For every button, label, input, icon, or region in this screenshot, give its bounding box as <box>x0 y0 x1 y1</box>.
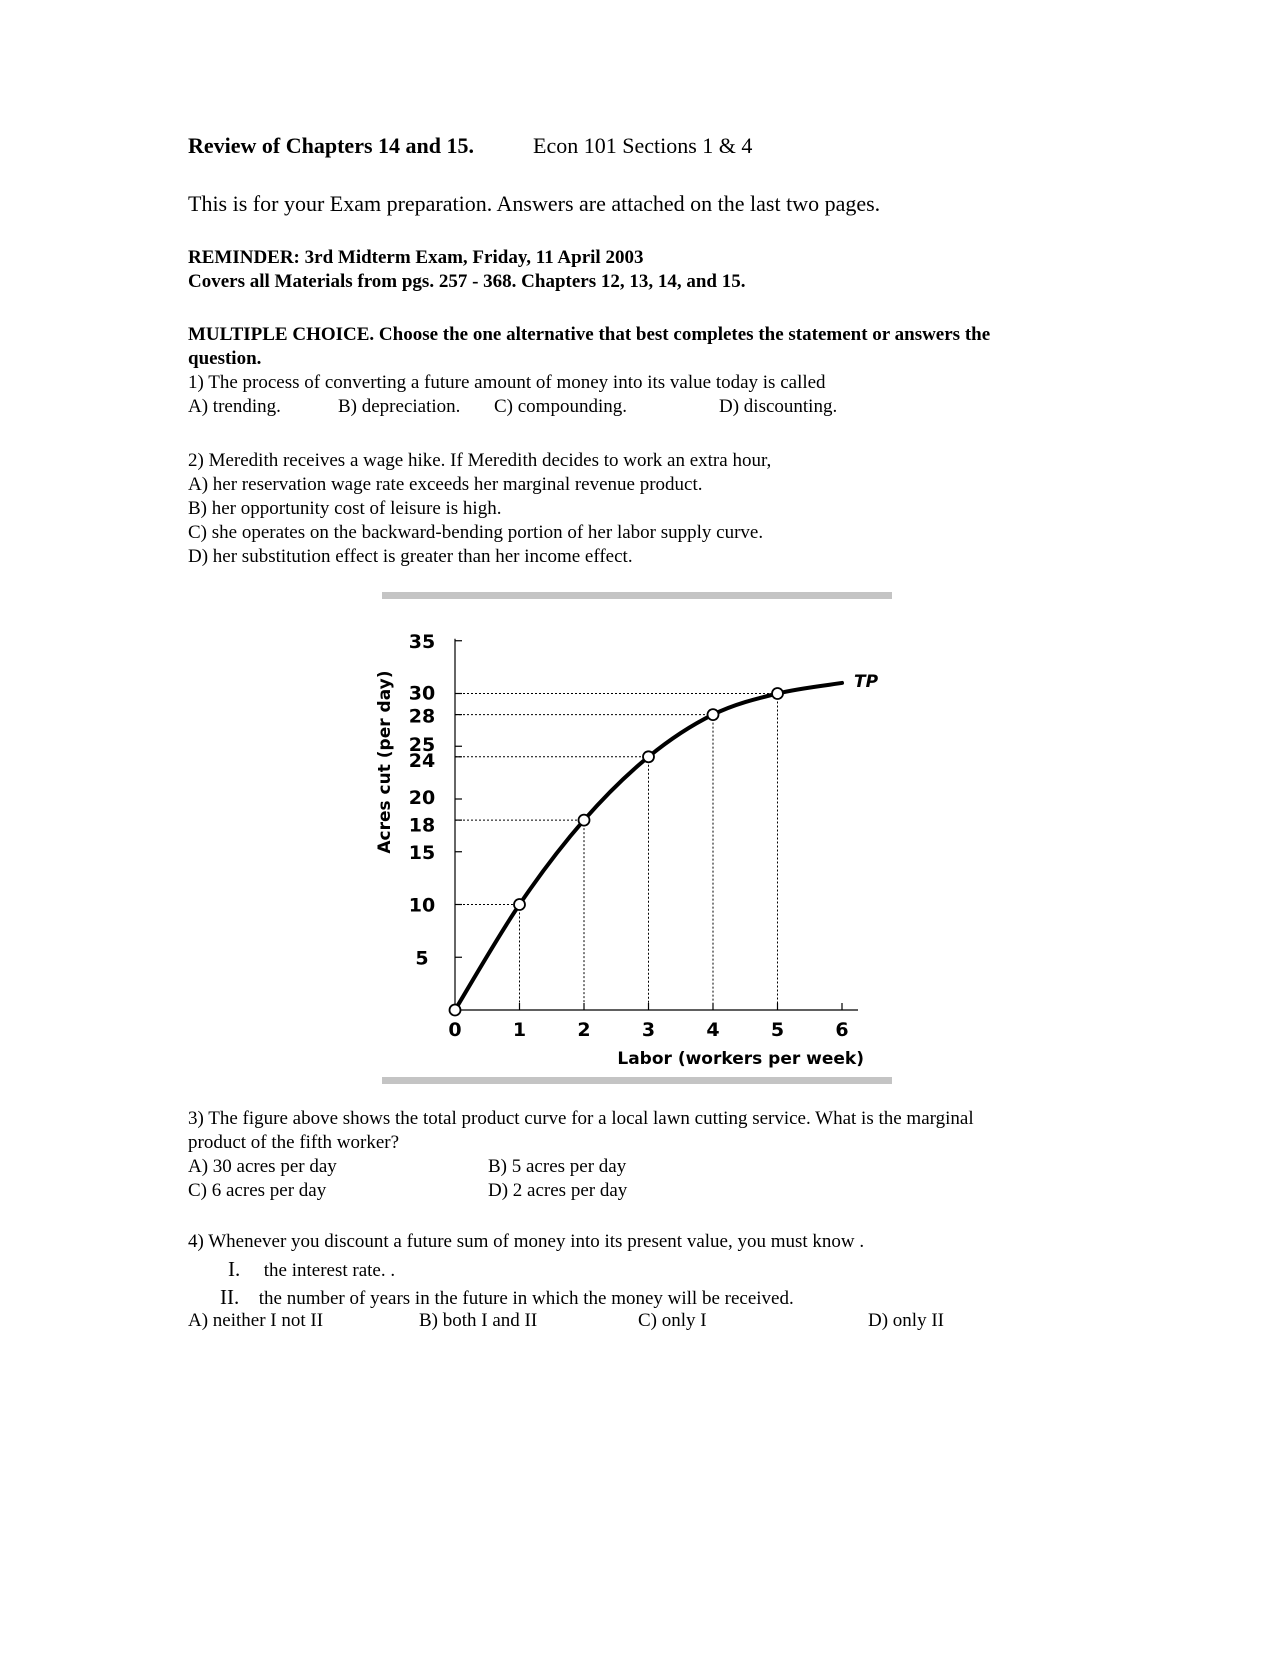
q4-option-b: B) both I and II <box>419 1310 538 1331</box>
q3-option-d: D) 2 acres per day <box>488 1180 628 1201</box>
tp-point <box>514 899 525 910</box>
q2-option-c: C) she operates on the backward-bending portion of her labor supply curve. <box>188 522 764 543</box>
y-tick-label: 28 <box>408 705 436 728</box>
q4-item-ii <box>220 1285 794 1311</box>
x-tick-label: 6 <box>835 1019 849 1041</box>
page-header <box>188 133 752 159</box>
q4-item-i-number: I. <box>228 1257 241 1281</box>
q2-option-b: B) her opportunity cost of leisure is high. <box>188 498 502 519</box>
x-tick-label: 2 <box>577 1019 591 1041</box>
q1-option-c: C) compounding. <box>494 396 627 417</box>
x-axis-title: Labor (workers per week) <box>617 1049 864 1069</box>
q1-option-d: D) discounting. <box>719 396 838 417</box>
q4-item-i <box>228 1257 395 1283</box>
q4-stem: 4) Whenever you discount a future sum of money into its present value, you must know . <box>188 1231 865 1252</box>
course-label: Econ 101 Sections 1 & 4 <box>533 133 753 158</box>
q1-option-b: B) depreciation. <box>338 396 461 417</box>
q4-item-ii-text: the number of years in the future in which the money will be received. <box>258 1288 794 1309</box>
q3-stem-2: product of the fifth worker? <box>188 1132 400 1153</box>
total-product-chart <box>375 592 900 1086</box>
instructions-line-1: MULTIPLE CHOICE. Choose the one alternative that best completes the statement or answers the <box>188 324 991 345</box>
q3-option-c: C) 6 acres per day <box>188 1180 327 1201</box>
y-tick-label: 10 <box>408 894 436 917</box>
tp-point <box>450 1005 461 1016</box>
reminder-line-2: Covers all Materials from pgs. 257 - 368. Chapters 12, 13, 14, and 15. <box>188 271 746 292</box>
q2-option-a: A) her reservation wage rate exceeds her marginal revenue product. <box>188 474 703 495</box>
guide-lines <box>455 694 778 1011</box>
tp-curve-label: TP <box>854 671 879 692</box>
y-tick-label: 30 <box>408 682 436 705</box>
y-tick-label: 15 <box>408 841 436 864</box>
tp-point <box>708 709 719 720</box>
tp-points <box>450 688 784 1016</box>
chart-bottom-rule <box>382 1077 892 1084</box>
y-tick-label: 25 <box>408 734 436 757</box>
instructions-line-2: question. <box>188 348 262 369</box>
y-tick-label: 35 <box>408 630 436 653</box>
q1-stem: 1) The process of converting a future amount of money into its value today is called <box>188 372 826 393</box>
tp-point <box>643 751 654 762</box>
q3-option-b: B) 5 acres per day <box>488 1156 627 1177</box>
q4-option-c: C) only I <box>638 1310 707 1331</box>
q3-option-a: A) 30 acres per day <box>188 1156 337 1177</box>
x-tick-label: 5 <box>770 1019 785 1041</box>
intro-text: This is for your Exam preparation. Answers are attached on the last two pages. <box>188 191 881 216</box>
chart-top-rule <box>382 592 892 599</box>
y-tick-label: 18 <box>408 814 436 837</box>
x-tick-label: 3 <box>641 1019 656 1041</box>
x-tick-label: 4 <box>706 1019 720 1041</box>
x-tick-label: 1 <box>512 1019 527 1041</box>
y-tick-label: 24 <box>408 749 436 772</box>
tp-point <box>772 688 783 699</box>
q3-stem-1: 3) The figure above shows the total product curve for a local lawn cutting service. What is the marginal <box>188 1108 974 1129</box>
q4-item-i-text: the interest rate. . <box>263 1260 396 1281</box>
q4-option-a: A) neither I not II <box>188 1310 324 1331</box>
q2-stem: 2) Meredith receives a wage hike. If Meredith decides to work an extra hour, <box>188 450 772 471</box>
tp-point <box>579 815 590 826</box>
y-axis-title: Acres cut (per day) <box>375 670 395 854</box>
total-product-svg <box>375 592 900 1086</box>
reminder-line-1: REMINDER: 3rd Midterm Exam, Friday, 11 April 2003 <box>188 247 644 268</box>
x-tick-label: 0 <box>448 1019 462 1041</box>
q1-option-a: A) trending. <box>188 396 281 417</box>
q4-item-ii-number: II. <box>220 1285 240 1309</box>
y-tick-label: 20 <box>408 786 436 809</box>
document-title: Review of Chapters 14 and 15. <box>188 133 474 158</box>
q4-option-d: D) only II <box>868 1310 944 1331</box>
q2-option-d: D) her substitution effect is greater than her income effect. <box>188 546 633 567</box>
y-tick-label: 5 <box>415 947 429 970</box>
